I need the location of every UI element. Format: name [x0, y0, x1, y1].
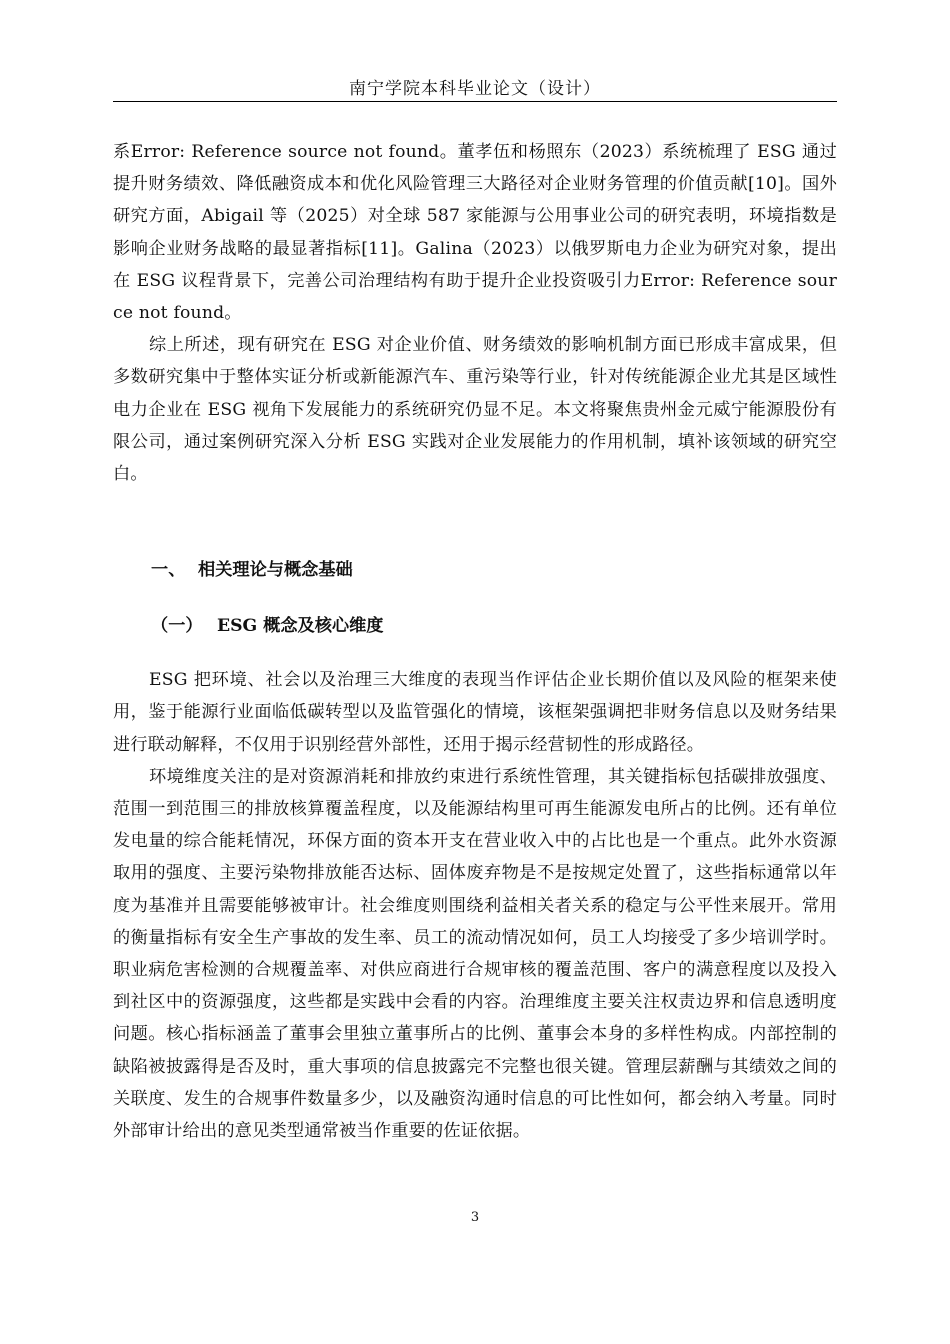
- section-heading-level2: [113, 610, 837, 642]
- paragraph-literature-review-end: 系Error: Reference source not found。董孝伍和杨照东（2023）系统梳理了 ESG 通过提升财务绩效、降低融资成本和优化风险管理三大路径对企业财务管理的价值贡献[10]。国外研究方面，Abigail 等（2025）对全球 587 家能源与公用事业公司的研究表明，环境指数是影响企业财务战略的最显著指标[11]。Galina（2023）以俄罗斯电力企业为研究对象，提出在 ESG 议程背景下，完善公司治理结构有助于提升企业投资吸引力Error: Reference source not found。: [113, 142, 837, 324]
- spacer: [113, 642, 837, 664]
- page-number: 3: [470, 1210, 480, 1225]
- section-heading-level1: [113, 554, 837, 586]
- spacer: [113, 490, 837, 554]
- running-header: 南宁学院本科毕业论文（设计）: [349, 79, 601, 99]
- section-number: 一、: [151, 560, 186, 581]
- section-title: 相关理论与概念基础: [198, 560, 353, 581]
- subsection-number: （一）: [151, 616, 203, 637]
- document-body: [113, 136, 837, 1147]
- subsection-title: ESG 概念及核心维度: [217, 616, 384, 637]
- paragraph-esg-definition: ESG 把环境、社会以及治理三大维度的表现当作评估企业长期价值以及风险的框架来使用，鉴于能源行业面临低碳转型以及监管强化的情境，该框架强调把非财务信息以及财务结果进行联动解释，不仅用于识别经营外部性，还用于揭示经营韧性的形成路径。: [113, 670, 837, 755]
- header-rule: [113, 101, 837, 102]
- spacer: [113, 586, 837, 610]
- paragraph-summary: 综上所述，现有研究在 ESG 对企业价值、财务绩效的影响机制方面已形成丰富成果，但多数研究集中于整体实证分析或新能源汽车、重污染等行业，针对传统能源企业尤其是区域性电力企业在 ESG 视角下发展能力的系统研究仍显不足。本文将聚焦贵州金元威宁能源股份有限公司，通过案例研究深入分析 ESG 实践对企业发展能力的作用机制，填补该领域的研究空白。: [113, 335, 837, 485]
- paragraph-esg-dimensions: 环境维度关注的是对资源消耗和排放约束进行系统性管理，其关键指标包括碳排放强度、范围一到范围三的排放核算覆盖程度，以及能源结构里可再生能源发电所占的比例。还有单位发电量的综合能耗情况，环保方面的资本开支在营业收入中的占比也是一个重点。此外水资源取用的强度、主要污染物排放能否达标、固体废弃物是不是按规定处置了，这些指标通常以年度为基准并且需要能够被审计。社会维度则围绕利益相关者关系的稳定与公平性来展开。常用的衡量指标有安全生产事故的发生率、员工的流动情况如何，员工人均接受了多少培训学时。职业病危害检测的合规覆盖率、对供应商进行合规审核的覆盖范围、客户的满意程度以及投入到社区中的资源强度，这些都是实践中会看的内容。治理维度主要关注权责边界和信息透明度问题。核心指标涵盖了董事会里独立董事所占的比例、董事会本身的多样性构成。内部控制的缺陷被披露得是否及时，重大事项的信息披露完不完整也很关键。管理层薪酬与其绩效之间的关联度、发生的合规事件数量多少，以及融资沟通时信息的可比性如何，都会纳入考量。同时外部审计给出的意见类型通常被当作重要的佐证依据。: [113, 766, 837, 1142]
